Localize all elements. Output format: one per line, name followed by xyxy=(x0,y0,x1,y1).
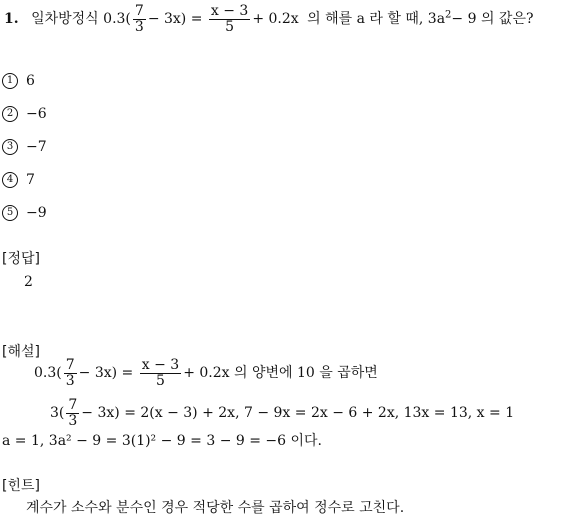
option-3[interactable] xyxy=(2,139,47,155)
question-lhs: 0.3( xyxy=(103,11,131,28)
answer-value: 2 xyxy=(24,274,33,290)
question-condition: 의 해를 a 라 할 때, 3a xyxy=(307,11,446,28)
solution-fraction-2: $\frac{x - 3}{5}$ xyxy=(141,357,180,389)
solution-line-1: 0.3( $\frac{7}{3}$ − 3x) = $\frac{x - 3}{5}$ + 0.2x 의 양변에 10 을 곱하면 xyxy=(34,357,378,389)
option-4[interactable] xyxy=(2,172,35,188)
option-value: 6 xyxy=(26,73,35,89)
hint-text: 계수가 소수와 분수인 경우 적당한 수를 곱하여 정수로 고친다. xyxy=(26,500,405,516)
solution-fraction-1: $\frac{7}{3}$ xyxy=(65,357,75,389)
question-fraction-1: $\frac{7}{3}$ xyxy=(134,3,144,35)
question-line xyxy=(4,4,534,34)
question-intro: 일차방정식 xyxy=(31,11,99,28)
option-marker: 3 xyxy=(2,139,18,155)
answer-label: [정답] xyxy=(2,251,40,267)
option-marker: 2 xyxy=(2,106,18,122)
question-exponent: 2 xyxy=(445,9,452,21)
option-value: −9 xyxy=(26,205,47,221)
question-number: 1. xyxy=(4,11,19,28)
solution-line-2: 3( $\frac{7}{3}$ − 3x) = 2(x − 3) + 2x, 7 − 9x = 2x − 6 + 2x, 13x = 13, x = 1 xyxy=(50,397,515,429)
option-2[interactable] xyxy=(2,106,47,122)
solution-fraction-3: $\frac{7}{3}$ xyxy=(68,397,78,429)
question-lhs-tail: − 3x) = xyxy=(147,11,203,28)
solution-label: [해설] xyxy=(2,344,40,360)
question-ask: − 9 의 값은? xyxy=(451,11,534,28)
option-value: −6 xyxy=(26,106,47,122)
option-1[interactable] xyxy=(2,73,35,89)
option-marker: 5 xyxy=(2,205,18,221)
option-marker: 4 xyxy=(2,172,18,188)
option-value: 7 xyxy=(26,172,35,188)
hint-label: [힌트] xyxy=(2,478,40,494)
option-marker: 1 xyxy=(2,73,18,89)
option-value: −7 xyxy=(26,139,47,155)
question-rhs-tail: + 0.2x xyxy=(252,11,299,28)
option-5[interactable] xyxy=(2,205,47,221)
solution-line-3: a = 1, 3a² − 9 = 3(1)² − 9 = 3 − 9 = −6 이다. xyxy=(2,433,323,449)
question-fraction-2: $\frac{x - 3}{5}$ xyxy=(210,3,249,35)
